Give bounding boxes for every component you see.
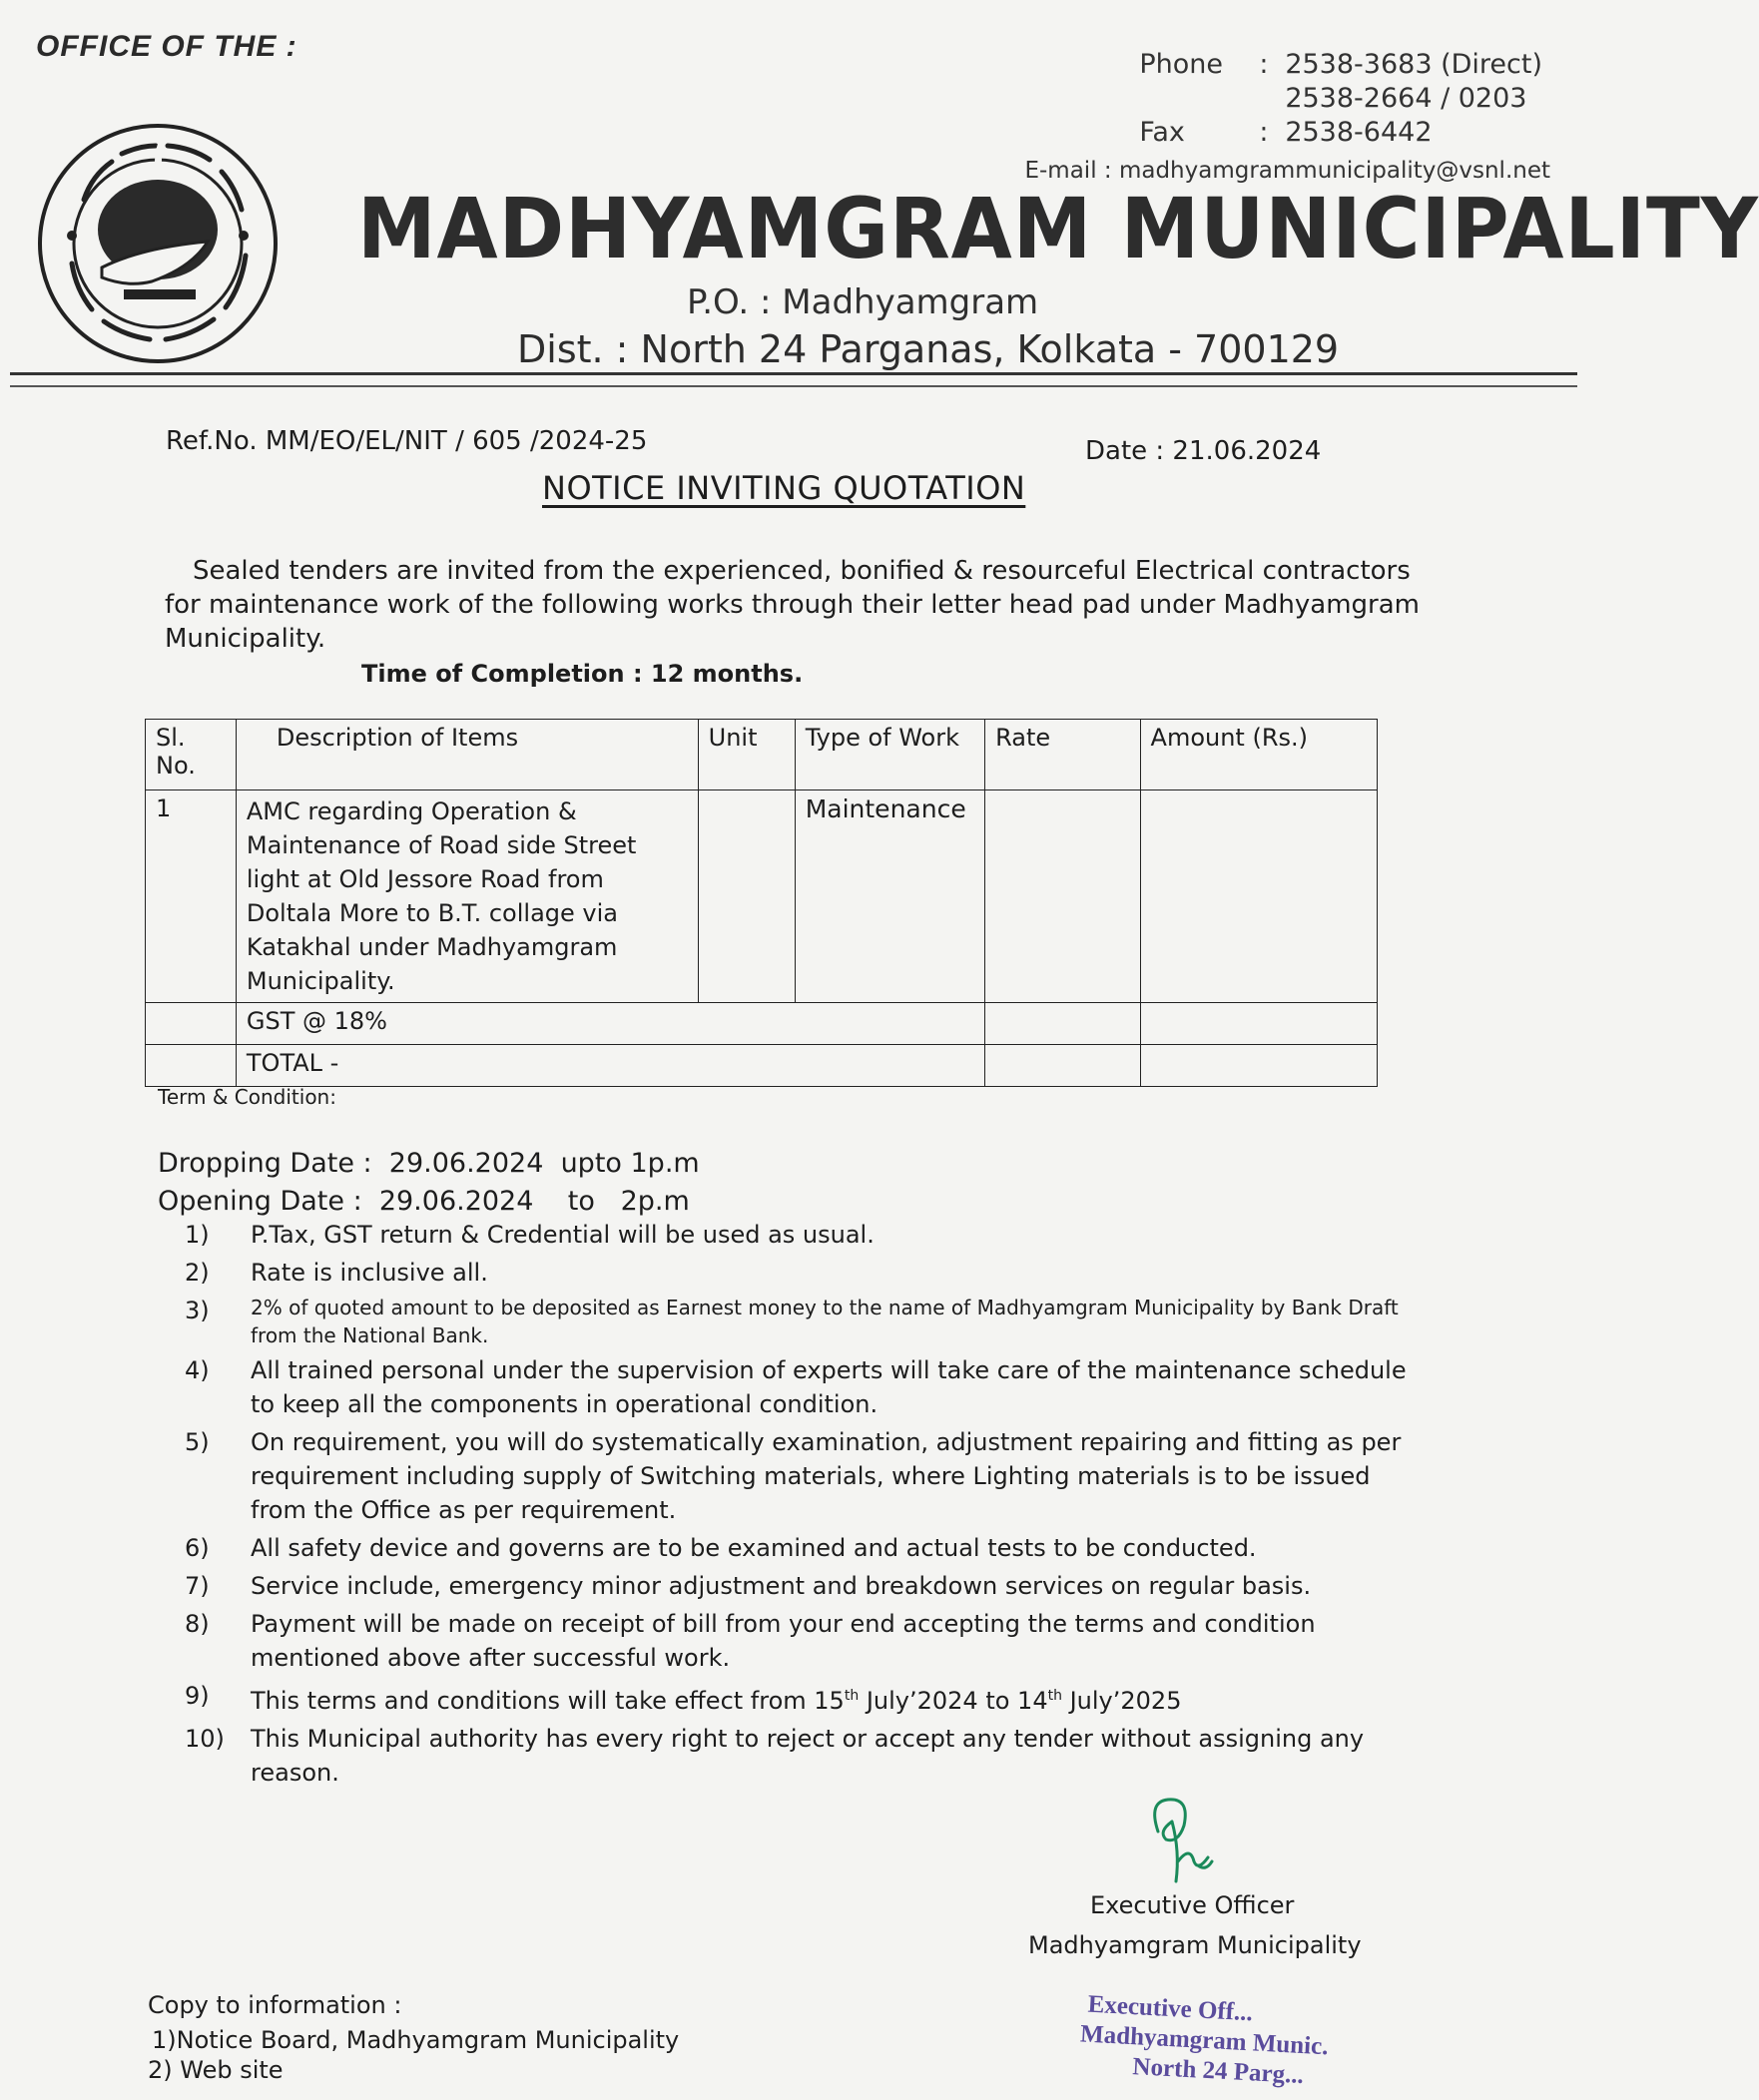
term-number: 4) [185,1356,210,1384]
ordinal-suffix: th [1047,1688,1062,1704]
term-text: P.Tax, GST return & Credential will be used as usual. [251,1221,875,1249]
fax-number: 2538-6442 [1285,117,1433,148]
header-divider-secondary [10,385,1577,387]
header-description: Description of Items [236,720,698,790]
signatory-organisation: Madhyamgram Municipality [1028,1931,1362,1959]
phone-label: Phone [1139,49,1223,80]
ordinal-suffix: th [844,1688,860,1704]
term-number: 10) [185,1725,225,1753]
term-number: 3) [185,1297,210,1324]
post-office: P.O. : Madhyamgram [687,282,1039,322]
term-text: All trained personal under the supervision of experts will take care of the maintenance schedule to keep all the components in operational condition. [251,1356,1407,1418]
header-unit: Unit [698,720,795,790]
term-text: Payment will be made on receipt of bill from your end accepting the terms and condition mentioned above after successful work. [251,1610,1316,1672]
phone-direct: 2538-3683 (Direct) [1285,49,1542,80]
email-address: E-mail : madhyamgrammunicipality@vsnl.net [1024,158,1550,184]
header-rate: Rate [985,720,1140,790]
term-number: 2) [185,1259,210,1287]
cell-sl: 1 [146,790,237,1003]
term-text: Rate is inclusive all. [251,1259,488,1287]
term-text: 2% of quoted amount to be deposited as Earnest money to the name of Madhyamgram Municipality by Bank Draft from the National Bank. [251,1296,1399,1347]
gst-row [146,1003,1378,1045]
municipality-name: MADHYAMGRAM MUNICIPALITY [357,180,1759,277]
stamp-line: Executive Off... [1087,1990,1254,2027]
reference-number: Ref.No. MM/EO/EL/NIT / 605 /2024-25 [166,426,648,456]
term-text: On requirement, you will do systematically examination, adjustment repairing and fitting as per requirement including supply of Switching materials, where Lighting materials is to be issued from the Office as per requirement. [251,1428,1402,1524]
office-stamp [1079,1990,1331,2093]
term-text-part: July’2024 to 14 [859,1687,1048,1715]
terms-list [185,1218,1408,1794]
copy-to-item: 2) Web site [148,2056,284,2084]
list-item [185,1679,1408,1718]
table-header-row [146,720,1378,790]
time-of-completion: Time of Completion : 12 months. [361,660,804,688]
total-amount-cell [1140,1045,1377,1087]
gst-label: GST @ 18% [236,1003,984,1045]
total-row [146,1045,1378,1087]
header-amount: Amount (Rs.) [1140,720,1377,790]
term-text: This Municipal authority has every right to reject or accept any tender without assigning any reason. [251,1725,1365,1787]
stamp-line: North 24 Parg... [1131,2053,1305,2090]
term-number: 1) [185,1221,210,1249]
gst-empty-cell [146,1003,237,1045]
fax-label: Fax [1139,117,1185,148]
gst-amount-cell [1140,1003,1377,1045]
handwritten-signature [1128,1792,1228,1891]
office-of-label: OFFICE OF THE : [36,30,297,63]
copy-to-item: 1)Notice Board, Madhyamgram Municipality [152,2026,680,2054]
contact-block: Phone : 2538-3683 (Direct) 2538-2664 / 0203 Fax : 2538-6442 E-mail : madhyamgrammunicipality@vsnl.net [1139,48,1542,150]
cell-unit [698,790,795,1003]
notice-date: Date : 21.06.2024 [1085,436,1322,466]
cell-rate [985,790,1140,1003]
signatory-designation: Executive Officer [1090,1891,1295,1919]
intro-paragraph: Sealed tenders are invited from the experienced, bonified & resourceful Electrical contractors for maintenance work of the following works through their letter head pad under Madhyamgram Municipality. [165,556,1421,654]
cell-type-of-work: Maintenance [795,790,984,1003]
terms-heading: Term & Condition: [158,1085,336,1109]
list-item [185,1425,1408,1527]
list-item [185,1353,1408,1421]
copy-to-heading: Copy to information : [148,1991,402,2019]
quotation-table [145,719,1378,1087]
table-row [146,790,1378,1003]
total-empty-cell [146,1045,237,1087]
district-address: Dist. : North 24 Parganas, Kolkata - 700129 [517,327,1340,371]
total-rate-cell [985,1045,1140,1087]
term-text [251,1679,1181,1718]
term-text: Service include, emergency minor adjustment and breakdown services on regular basis. [251,1572,1312,1600]
header-sl-no: Sl. No. [146,720,237,790]
header-type-of-work: Type of Work [795,720,984,790]
term-number: 6) [185,1534,210,1562]
stamp-line: Madhyamgram Munic. [1079,2020,1330,2061]
cell-amount [1140,790,1377,1003]
term-number: 8) [185,1610,210,1638]
term-number: 5) [185,1428,210,1456]
total-label: TOTAL - [236,1045,984,1087]
term-number: 7) [185,1572,210,1600]
list-item [185,1218,1408,1252]
gst-rate-cell [985,1003,1140,1045]
header-divider [10,372,1577,375]
list-item [185,1256,1408,1290]
term-text: All safety device and governs are to be examined and actual tests to be conducted. [251,1534,1257,1562]
dropping-date: Dropping Date : 29.06.2024 upto 1p.m [158,1148,700,1179]
list-item [185,1294,1408,1349]
list-item [185,1722,1408,1790]
list-item [185,1607,1408,1675]
list-item [185,1531,1408,1565]
municipality-seal-logo [32,118,284,369]
phone-other: 2538-2664 / 0203 [1285,83,1527,114]
term-text-part: This terms and conditions will take effect from 15 [251,1687,845,1715]
opening-date: Opening Date : 29.06.2024 to 2p.m [158,1186,690,1217]
term-text-part: July’2025 [1061,1687,1182,1715]
cell-description: AMC regarding Operation & Maintenance of Road side Street light at Old Jessore Road from Doltala More to B.T. collage via Katakhal under Madhyamgram Municipality. [236,790,698,1003]
list-item [185,1569,1408,1603]
term-number: 9) [185,1682,210,1710]
notice-title: NOTICE INVITING QUOTATION [542,469,1026,507]
